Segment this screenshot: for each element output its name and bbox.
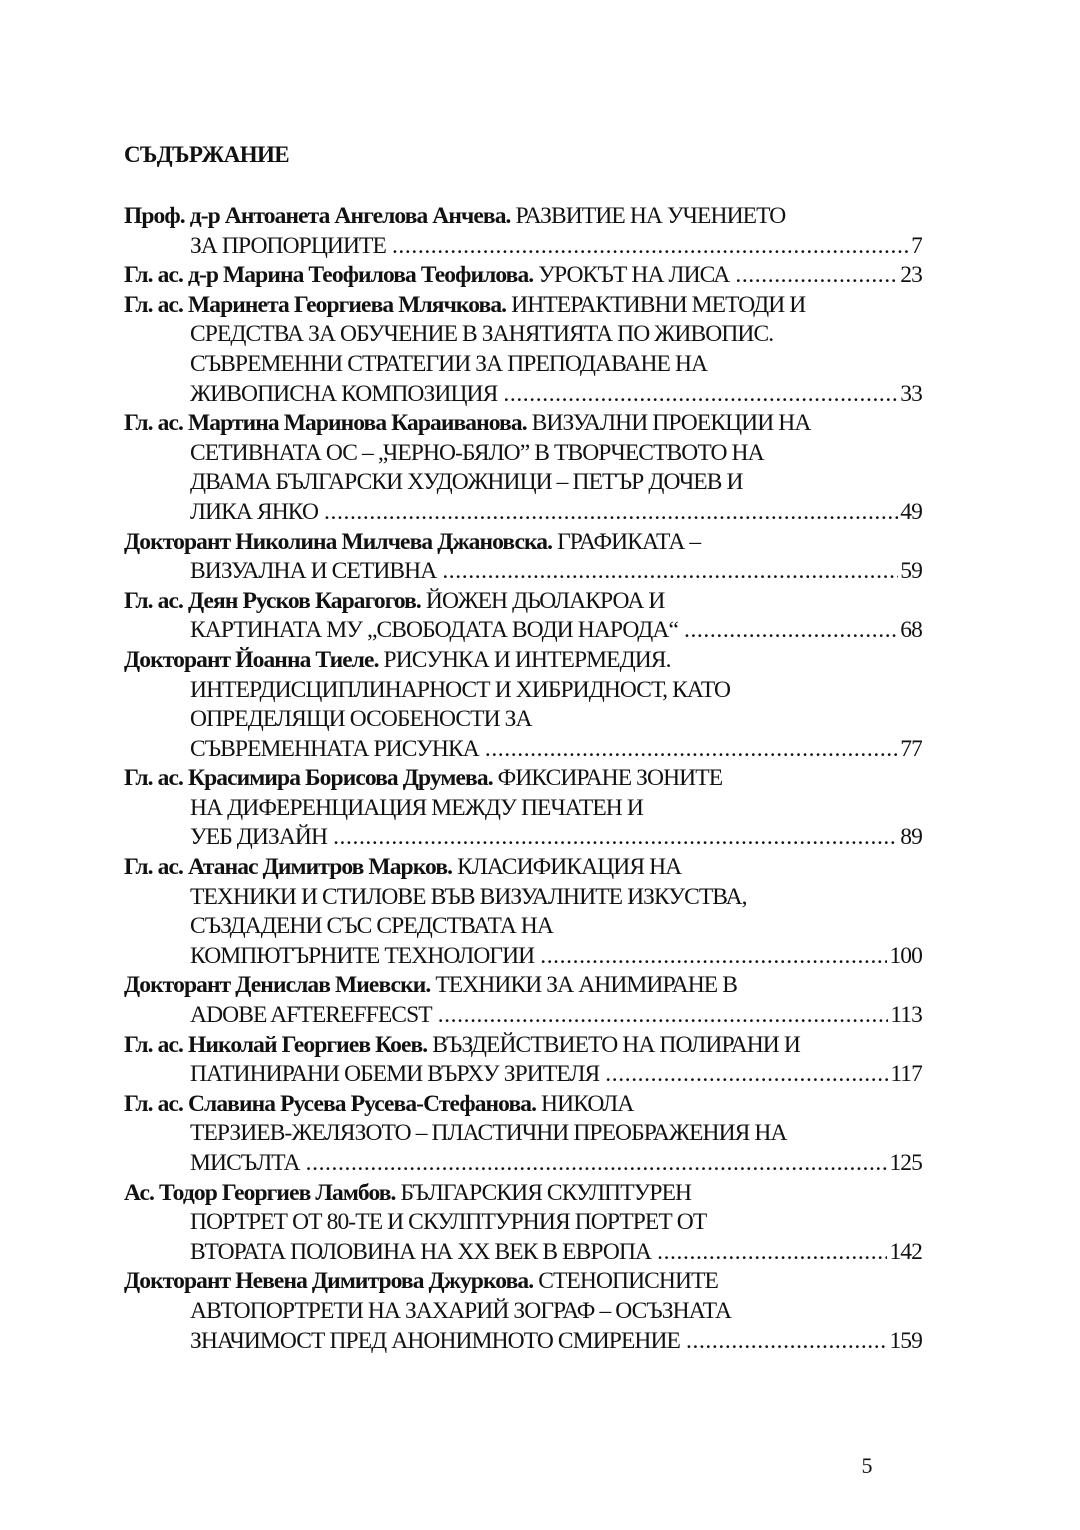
toc-list	[124, 202, 922, 1356]
toc-page-number: 77	[900, 735, 922, 762]
toc-author: Гл. ас. д-р Марина Теофилова Теофилова.	[124, 262, 534, 289]
toc-line-text	[190, 795, 643, 821]
toc-entry-first-line	[124, 971, 922, 1001]
toc-line-text	[190, 440, 764, 466]
toc-entry	[124, 1090, 922, 1179]
toc-title-text: СЕТИВНАТА ОС – „ЧЕРНО-БЯЛО” В ТВОРЧЕСТВОТО НА	[190, 439, 764, 466]
toc-title-text: ОПРЕДЕЛЯЩИ ОСОБЕНОСТИ ЗА	[190, 706, 532, 733]
toc-entry	[124, 261, 922, 291]
toc-dot-leader	[485, 735, 898, 765]
toc-entry-first-line	[124, 587, 922, 617]
toc-line-text	[190, 823, 327, 853]
toc-title-text: ЖИВОПИСНА КОМПОЗИЦИЯ	[190, 380, 498, 407]
toc-entry-first-line	[124, 1179, 922, 1209]
toc-title-text: ЛИКА ЯНКО	[190, 498, 319, 525]
toc-entry	[124, 202, 922, 261]
toc-title-text: КЛАСИФИКАЦИЯ НА	[457, 854, 682, 881]
toc-author: Гл. ас. Маринета Георгиева Млячкова.	[124, 291, 507, 318]
toc-line-text	[190, 706, 532, 732]
toc-author: Проф. д-р Антоанета Ангелова Анчева.	[124, 203, 511, 229]
toc-author: Докторант Денислав Миевски.	[124, 972, 431, 999]
toc-author: Ас. Тодор Георгиев Ламбов.	[124, 1179, 396, 1206]
toc-page-number: 49	[900, 498, 922, 525]
toc-entry-line	[124, 794, 922, 824]
toc-title-text: КОМПЮТЪРНИТЕ ТЕХНОЛОГИИ	[190, 942, 535, 969]
toc-line-text	[190, 1001, 432, 1031]
toc-title-text: РАЗВИТИЕ НА УЧЕНИЕТО	[515, 203, 786, 229]
toc-dot-leader	[306, 1149, 888, 1179]
toc-title-text: ADOBE AFTEREFFECST	[190, 1002, 432, 1029]
toc-line-text	[124, 647, 671, 673]
toc-page-number: 159	[889, 1327, 922, 1354]
toc-entry-line	[124, 1001, 922, 1031]
toc-entry	[124, 1267, 922, 1356]
toc-title-text: ВИЗУАЛНА И СЕТИВНА	[190, 558, 437, 585]
toc-line-text	[190, 616, 678, 646]
toc-entry-line	[124, 1149, 922, 1179]
toc-dot-leader	[392, 232, 909, 262]
toc-line-text	[124, 972, 737, 998]
toc-line-text	[190, 942, 534, 972]
toc-dot-leader	[605, 1060, 888, 1090]
toc-page-number: 59	[900, 558, 922, 585]
toc-line-text	[124, 588, 665, 614]
toc-line-text	[190, 735, 479, 765]
toc-line-text	[124, 1091, 633, 1117]
toc-line-text	[190, 380, 497, 410]
toc-author: Гл. ас. Атанас Димитров Марков.	[124, 854, 453, 881]
toc-line-text	[124, 1268, 718, 1294]
toc-line-text	[190, 321, 773, 347]
toc-entry-line	[124, 1208, 922, 1238]
toc-page-number: 125	[889, 1150, 922, 1176]
toc-line-text	[190, 351, 707, 377]
toc-entry-first-line	[124, 1090, 922, 1120]
toc-entry-line	[124, 1238, 922, 1268]
toc-line-text	[190, 557, 436, 587]
toc-title-text: ЙОЖЕН ДЬОЛАКРОА И	[425, 587, 665, 614]
toc-entry-first-line	[124, 853, 922, 883]
toc-entry-line	[124, 912, 922, 942]
toc-title-text: КАРТИНАТА МУ „СВОБОДАТА ВОДИ НАРОДА“	[190, 617, 678, 644]
toc-title-text: ЗА ПРОПОРЦИИТЕ	[190, 232, 386, 259]
toc-entry-line	[124, 823, 922, 853]
toc-line-text	[190, 1209, 706, 1235]
toc-line-text	[124, 765, 722, 791]
toc-title-text: ТЕХНИКИ ЗА АНИМИРАНЕ В	[435, 972, 737, 999]
toc-entry-first-line	[124, 409, 922, 439]
toc-entry-line	[124, 380, 922, 410]
toc-title-text: УРОКЪТ НА ЛИСА	[538, 262, 730, 289]
toc-entry-line	[124, 735, 922, 765]
toc-dot-leader	[686, 1327, 887, 1357]
toc-entry-line	[124, 1119, 922, 1149]
toc-dot-leader	[684, 616, 898, 646]
toc-line-text	[124, 854, 681, 880]
toc-line-text	[124, 261, 729, 291]
toc-entry-first-line	[124, 528, 922, 558]
toc-title-text: ДВАМА БЪЛГАРСКИ ХУДОЖНИЦИ – ПЕТЪР ДОЧЕВ И	[190, 469, 743, 496]
toc-entry-line	[124, 498, 922, 528]
toc-title-text: ТЕХНИКИ И СТИЛОВЕ ВЪВ ВИЗУАЛНИТЕ ИЗКУСТВА,	[190, 883, 747, 910]
toc-title-text: ФИКСИРАНЕ ЗОНИТЕ	[497, 765, 723, 792]
toc-author: Гл. ас. Мартина Маринова Караиванова.	[124, 410, 527, 437]
toc-entry-line	[124, 942, 922, 972]
toc-entry-first-line	[124, 1267, 922, 1297]
toc-entry-line	[124, 468, 922, 498]
table-of-contents	[124, 140, 922, 1356]
toc-entry	[124, 528, 922, 587]
toc-title-text: ИНТЕРАКТИВНИ МЕТОДИ И	[511, 291, 806, 318]
toc-entry	[124, 409, 922, 527]
toc-line-text	[124, 529, 700, 555]
toc-line-text	[124, 1180, 691, 1206]
toc-page-number: 117	[890, 1061, 922, 1088]
toc-title-text: ЗНАЧИМОСТ ПРЕД АНОНИМНОТО СМИРЕНИЕ	[190, 1327, 680, 1354]
toc-page-number: 68	[900, 617, 922, 644]
toc-title-text: СЪВРЕМЕННИ СТРАТЕГИИ ЗА ПРЕПОДАВАНЕ НА	[190, 350, 708, 377]
toc-entry-line	[124, 350, 922, 380]
toc-entry-first-line	[124, 202, 922, 232]
toc-entry	[124, 587, 922, 646]
toc-author: Докторант Йоанна Тиеле.	[124, 646, 379, 673]
toc-line-text	[190, 884, 747, 910]
toc-author: Докторант Николина Милчева Джановска.	[124, 528, 553, 555]
toc-dot-leader	[657, 1238, 887, 1268]
toc-line-text	[124, 1032, 800, 1058]
toc-title-text: МИСЪЛТА	[190, 1150, 300, 1176]
toc-author: Гл. ас. Славина Русева Русева-Стефанова.	[124, 1090, 537, 1117]
toc-line-text	[190, 1298, 731, 1324]
toc-line-text	[190, 677, 730, 703]
toc-heading: СЪДЪРЖАНИЕ	[124, 142, 290, 167]
toc-title-text: ПОРТРЕТ ОТ 80-ТЕ И СКУЛПТУРНИЯ ПОРТРЕТ ОТ	[190, 1209, 707, 1236]
toc-entry-first-line	[124, 1031, 922, 1061]
toc-title-text: ПАТИНИРАНИ ОБЕМИ ВЪРХУ ЗРИТЕЛЯ	[190, 1061, 600, 1088]
toc-entry-line	[124, 883, 922, 913]
toc-entry-line	[124, 616, 922, 646]
toc-entry-line	[124, 439, 922, 469]
toc-title-text: ВИЗУАЛНИ ПРОЕКЦИИ НА	[531, 410, 811, 437]
toc-author: Гл. ас. Николай Георгиев Коев.	[124, 1031, 428, 1058]
toc-entry-line	[124, 557, 922, 587]
toc-entry-line	[124, 1327, 922, 1357]
toc-title-text: РИСУНКА И ИНТЕРМЕДИЯ.	[383, 646, 671, 673]
toc-title-text: СЪВРЕМЕННАТА РИСУНКА	[190, 735, 479, 762]
toc-dot-leader	[540, 942, 887, 972]
toc-title-text: БЪЛГАРСКИЯ СКУЛПТУРЕН	[400, 1179, 692, 1206]
toc-line-text	[190, 1120, 787, 1146]
toc-title-text: УЕБ ДИЗАЙН	[190, 824, 328, 851]
toc-title-text: НА ДИФЕРЕНЦИАЦИЯ МЕЖДУ ПЕЧАТЕН И	[190, 794, 643, 821]
toc-dot-leader	[442, 557, 898, 587]
toc-page-number: 7	[911, 232, 922, 259]
toc-title-text: ГРАФИКАТА –	[557, 528, 701, 555]
toc-entry-first-line	[124, 291, 922, 321]
toc-title-text: СТЕНОПИСНИТЕ	[538, 1268, 718, 1295]
toc-line-text	[124, 410, 810, 436]
toc-entry-line	[124, 320, 922, 350]
toc-entry-line	[124, 1297, 922, 1327]
toc-title-text: ТЕРЗИЕВ-ЖЕЛЯЗОТО – ПЛАСТИЧНИ ПРЕОБРАЖЕНИЯ НА	[190, 1120, 787, 1147]
toc-title-text: НИКОЛА	[541, 1090, 634, 1117]
toc-line-text	[124, 292, 805, 318]
page-number: 5	[861, 1453, 873, 1478]
toc-page-number: 113	[890, 1002, 922, 1029]
toc-title-text: ВТОРАТА ПОЛОВИНА НА XX ВЕК В ЕВРОПА	[190, 1238, 652, 1265]
toc-entry-line	[124, 1060, 922, 1090]
toc-page-number: 33	[900, 380, 922, 407]
toc-title-text: СРЕДСТВА ЗА ОБУЧЕНИЕ В ЗАНЯТИЯТА ПО ЖИВОПИС.	[190, 321, 774, 348]
toc-entry-line	[124, 705, 922, 735]
toc-line-text	[190, 1327, 680, 1357]
toc-entry	[124, 1031, 922, 1090]
toc-title-text: ИНТЕРДИСЦИПЛИНАРНОСТ И ХИБРИДНОСТ, КАТО	[190, 676, 731, 703]
toc-dot-leader	[324, 498, 898, 528]
toc-title-text: ВЪЗДЕЙСТВИЕТО НА ПОЛИРАНИ И	[432, 1031, 800, 1058]
toc-author: Гл. ас. Деян Русков Карагогов.	[124, 587, 421, 614]
toc-entry-first-line	[124, 261, 922, 291]
toc-page-number: 23	[900, 262, 922, 289]
toc-dot-leader	[503, 380, 898, 410]
toc-dot-leader	[333, 823, 898, 853]
toc-page-number: 100	[889, 942, 922, 969]
toc-line-text	[190, 1149, 300, 1179]
toc-entry	[124, 291, 922, 409]
toc-entry-line	[124, 232, 922, 262]
toc-entry-first-line	[124, 764, 922, 794]
toc-line-text	[190, 913, 553, 939]
toc-entry	[124, 971, 922, 1030]
toc-line-text	[124, 203, 785, 229]
toc-author: Докторант Невена Димитрова Джуркова.	[124, 1268, 534, 1295]
toc-entry-first-line	[124, 646, 922, 676]
toc-page-number: 142	[889, 1238, 922, 1265]
toc-line-text	[190, 232, 386, 262]
toc-author: Гл. ас. Красимира Борисова Друмева.	[124, 765, 493, 792]
toc-dot-leader	[438, 1001, 889, 1031]
toc-entry-line	[124, 676, 922, 706]
toc-entry	[124, 764, 922, 853]
toc-title-text: СЪЗДАДЕНИ СЪС СРЕДСТВАТА НА	[190, 913, 553, 940]
toc-page-number: 89	[900, 824, 922, 851]
toc-line-text	[190, 1238, 651, 1268]
toc-line-text	[190, 469, 743, 495]
toc-dot-leader	[735, 261, 898, 291]
toc-line-text	[190, 498, 318, 528]
toc-entry	[124, 853, 922, 971]
toc-line-text	[190, 1060, 599, 1090]
toc-title-text: АВТОПОРТРЕТИ НА ЗАХАРИЙ ЗОГРАФ – ОСЪЗНАТА	[190, 1297, 732, 1324]
toc-entry	[124, 646, 922, 764]
toc-entry	[124, 1179, 922, 1268]
